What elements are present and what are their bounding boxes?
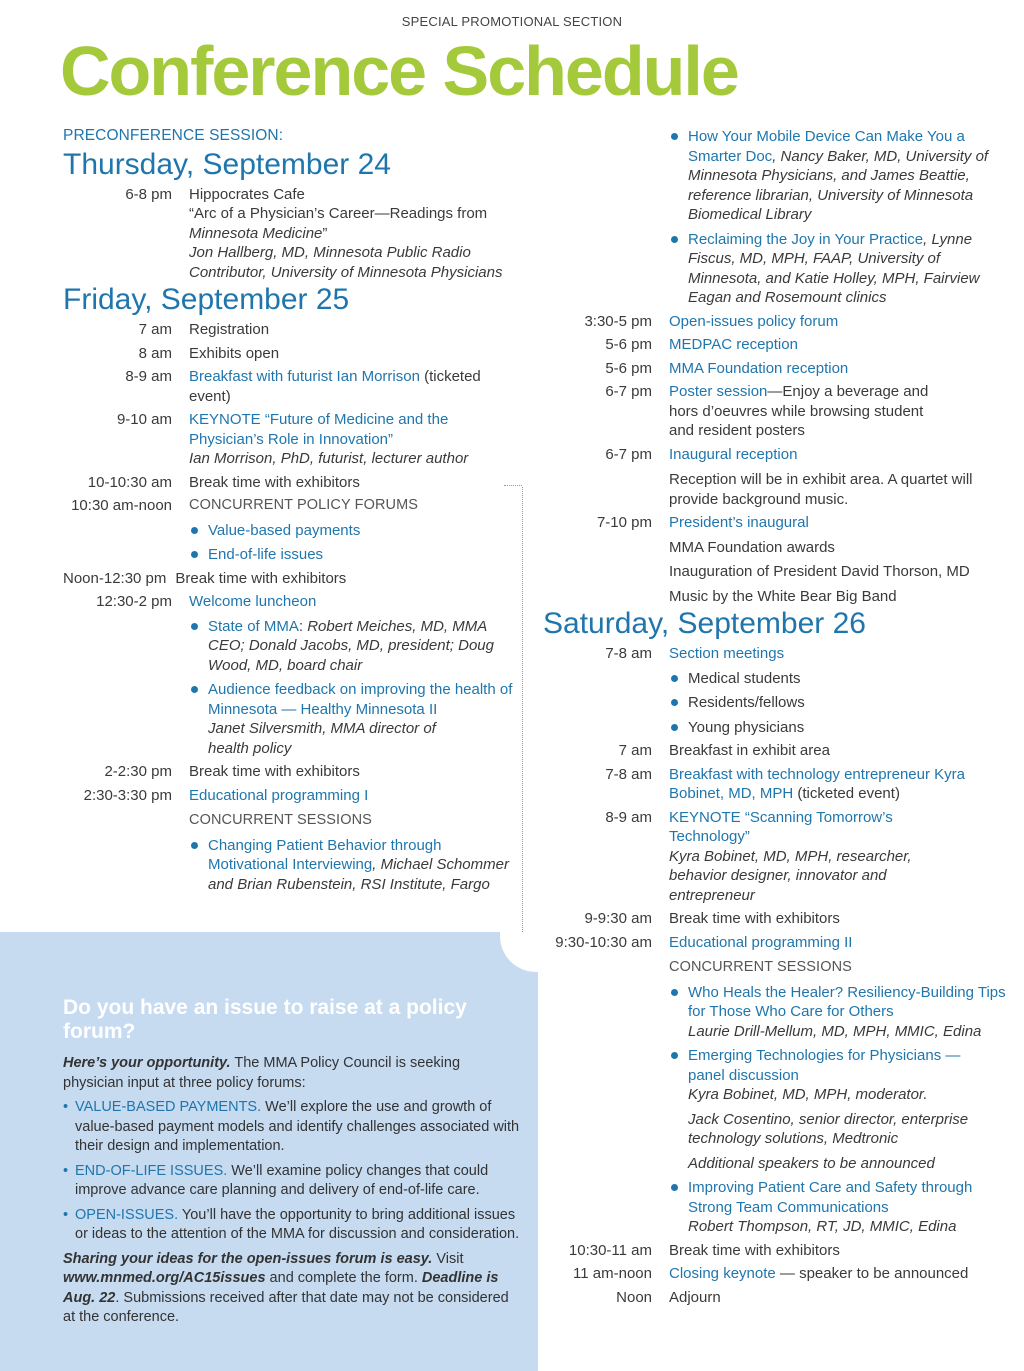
- schedule-row: [543, 359, 1013, 379]
- time-label: 6-7 pm: [605, 445, 652, 463]
- schedule-row: [63, 320, 513, 340]
- time-label: 6-7 pm: [605, 383, 652, 400]
- schedule-row: [63, 496, 513, 516]
- keynote-link[interactable]: KEYNOTE “Future of Medicine and the Physician’s Role in Innovation”: [189, 411, 449, 448]
- preconference-label: PRECONFERENCE SESSION:: [63, 127, 284, 144]
- callout-bullet: • OPEN-ISSUES. You’ll have the opportunity to bring additional issues or ideas to the attention of the MMA for discussion and consideration.: [63, 1206, 520, 1242]
- item-link[interactable]: Who Heals the Healer? Resiliency-Building Tips for Those Who Care for Others: [688, 983, 1006, 1020]
- event-desc: Closing keynote — speaker to be announced: [669, 1265, 969, 1282]
- schedule-row: [63, 592, 513, 612]
- event-desc: Breakfast with technology entrepreneur Kyra Bobinet, MD, MPH (ticketed event): [669, 765, 965, 802]
- flow-connector: [504, 485, 522, 486]
- event-desc: Breakfast with futurist Ian Morrison (ticketed event): [189, 368, 481, 405]
- schedule-row: [543, 741, 1013, 761]
- time-label: 5-6 pm: [605, 359, 652, 377]
- inaugural-details: [543, 538, 1013, 607]
- schedule-row: [543, 1264, 1013, 1284]
- event-desc: Exhibits open: [189, 344, 280, 362]
- time-label: 7-10 pm: [596, 514, 652, 531]
- schedule-row: [63, 762, 513, 782]
- event-link[interactable]: Poster session: [669, 383, 768, 400]
- schedule-row: [543, 1241, 1013, 1261]
- list-item: Improving Patient Care and Safety through Strong Team Communications Robert Thompson, RT, JD, MMIC, Edina: [669, 1178, 1013, 1237]
- event-people: Ian Morrison, PhD, futurist, lecturer author: [189, 450, 469, 467]
- schedule-row: [543, 445, 1013, 465]
- callout-bullet: • END-OF-LIFE ISSUES. We’ll examine policy changes that could improve advance care planning and delivery of end-of-life care.: [63, 1162, 489, 1198]
- promo-label: SPECIAL PROMOTIONAL SECTION: [401, 14, 623, 29]
- event-link[interactable]: MEDPAC reception: [669, 336, 798, 353]
- right-column: [543, 127, 1013, 1307]
- event-subtitle: “Arc of a Physician’s Career—Readings from Minnesota Medicine”: [189, 205, 488, 242]
- event-desc: Registration: [189, 321, 270, 338]
- item-link[interactable]: Emerging Technologies for Physicians — panel discussion: [688, 1047, 961, 1084]
- schedule-row: [63, 569, 513, 589]
- time-label: 11 am-noon: [573, 1265, 652, 1282]
- form-link[interactable]: www.mnmed.org/AC15issues: [63, 1270, 266, 1286]
- saturday-concurrent: [543, 958, 1013, 1237]
- time-label: 10:30-11 am: [568, 1241, 652, 1259]
- time-label: 2:30-3:30 pm: [83, 786, 172, 804]
- list-item: How Your Mobile Device Can Make You a Smarter Doc, Nancy Baker, MD, University of Minnesota Physicians, and James Beattie, reference librarian, University of Minnesota Biomedical Library: [669, 127, 1013, 225]
- event-desc: Breakfast in exhibit area: [669, 742, 830, 759]
- list-item: Emerging Technologies for Physicians — panel discussion Kyra Bobinet, MD, MPH, moderator. Jack Cosentino, senior director, enterprise technology solutions, Medtronic Additional speakers to be announced: [669, 1046, 1013, 1173]
- schedule-row: [543, 933, 1013, 953]
- section-label: CONCURRENT SESSIONS: [669, 959, 852, 975]
- list-item: Young physicians: [669, 718, 1013, 738]
- time-label: 7-8 am: [605, 765, 652, 783]
- friday-sessions-cont: [543, 127, 1013, 308]
- time-label: 8-9 am: [125, 368, 172, 385]
- item-link[interactable]: Reclaiming the Joy in Your Practice: [688, 230, 924, 248]
- section-label: CONCURRENT SESSIONS: [189, 812, 372, 828]
- event-people: Kyra Bobinet, MD, MPH, researcher, behavior designer, innovator and entrepreneur: [669, 847, 912, 904]
- event-link[interactable]: Educational programming II: [669, 933, 853, 951]
- event-desc: Break time with exhibitors: [189, 763, 360, 780]
- time-label: 10-10:30 am: [87, 473, 172, 491]
- time-label: 7 am: [618, 742, 652, 759]
- time-label: 6-8 pm: [125, 185, 172, 203]
- event-link[interactable]: Open-issues policy forum: [669, 312, 839, 330]
- schedule-row: [63, 473, 513, 493]
- time-label: 3:30-5 pm: [584, 312, 652, 330]
- time-label: 10:30 am-noon: [71, 497, 172, 514]
- callout-bullet: • VALUE-BASED PAYMENTS. We’ll explore the use and growth of value-based payment models and identify challenges associated with their design and implementation.: [63, 1099, 520, 1154]
- list-item: Reclaiming the Joy in Your Practice, Lynne Fiscus, MD, MPH, FAAP, University of Minnesota, and Katie Holley, MPH, Fairview Eagan and Rosemount clinics: [669, 230, 1013, 308]
- item-link[interactable]: Changing Patient Behavior through Motivational Interviewing: [208, 836, 442, 873]
- schedule-row: [543, 335, 1013, 355]
- event-title: Hippocrates Cafe: [189, 185, 305, 203]
- schedule-row: [543, 765, 1013, 804]
- schedule-row: [543, 644, 1013, 664]
- item-link[interactable]: Improving Patient Care and Safety through Strong Team Communications: [688, 1179, 973, 1216]
- event-link[interactable]: President’s inaugural: [669, 514, 809, 531]
- list-item: State of MMA: Robert Meiches, MD, MMA CEO; Donald Jacobs, MD, president; Doug Wood, MD, board chair: [189, 617, 513, 676]
- callout-content: [63, 996, 523, 1333]
- list-item[interactable]: End-of-life issues: [189, 545, 513, 565]
- detail-line: Music by the White Bear Big Band: [669, 587, 897, 605]
- time-label: 7 am: [138, 321, 172, 338]
- event-link[interactable]: Welcome luncheon: [189, 593, 317, 610]
- event-link[interactable]: Breakfast with technology entrepreneur Kyra Bobinet, MD, MPH: [669, 765, 965, 802]
- time-label: Noon: [616, 1288, 652, 1306]
- schedule-row: [543, 382, 1013, 441]
- list-item[interactable]: Value-based payments: [189, 521, 513, 541]
- event-link[interactable]: Section meetings: [669, 645, 785, 662]
- event-desc: [669, 808, 1013, 906]
- event-desc: [189, 410, 513, 469]
- schedule-row: [543, 513, 1013, 533]
- event-link[interactable]: Educational programming I: [189, 786, 369, 804]
- schedule-row: [63, 344, 513, 364]
- schedule-row: [543, 312, 1013, 332]
- event-link[interactable]: Inaugural reception: [669, 445, 798, 463]
- list-item: Who Heals the Healer? Resiliency-Building Tips for Those Who Care for Others Laurie Drill-Mellum, MD, MPH, MMIC, Edina: [669, 983, 1013, 1042]
- luncheon-list: [63, 617, 513, 759]
- time-label: 2-2:30 pm: [104, 763, 172, 780]
- concurrent-sessions: [63, 811, 513, 894]
- schedule-row: [63, 786, 513, 806]
- keynote-link[interactable]: KEYNOTE “Scanning Tomorrow’s Technology”: [669, 808, 893, 845]
- forum-list: [63, 521, 513, 565]
- item-link[interactable]: State of MMA: [208, 617, 299, 635]
- reception-note: Reception will be in exhibit area. A quartet will provide background music.: [669, 471, 973, 508]
- time-label: 12:30-2 pm: [96, 593, 172, 610]
- event-desc: Break time with exhibitors: [175, 569, 347, 587]
- time-label: 5-6 pm: [605, 336, 652, 353]
- event-desc: Break time with exhibitors: [189, 473, 360, 491]
- section-meetings-list: [543, 669, 1013, 738]
- callout-title: Do you have an issue to raise at a policy forum?: [63, 996, 467, 1043]
- schedule-row: [543, 808, 1013, 906]
- left-column: [63, 126, 513, 894]
- event-desc: Poster session—Enjoy a beverage and hors d’oeuvres while browsing student and resident posters: [669, 383, 929, 439]
- list-item: Medical students: [669, 669, 1013, 689]
- schedule-row: [63, 410, 513, 469]
- day-heading-friday: Friday, September 25: [63, 283, 350, 316]
- schedule-row: [63, 185, 513, 283]
- event-desc: Adjourn: [669, 1288, 721, 1306]
- event-desc: CONCURRENT POLICY FORUMS: [189, 497, 419, 513]
- time-label: 9-10 am: [116, 411, 172, 428]
- list-item: Audience feedback on improving the health of Minnesota — Healthy Minnesota II Janet Silversmith, MMA director of health policy: [189, 680, 513, 758]
- day-heading-saturday: Saturday, September 26: [543, 607, 866, 640]
- time-label: 8 am: [138, 344, 172, 362]
- item-link[interactable]: Audience feedback on improving the health of Minnesota — Healthy Minnesota II: [208, 681, 513, 718]
- schedule-row: [63, 367, 513, 406]
- list-item: Residents/fellows: [669, 693, 1013, 713]
- detail-line: Inauguration of President David Thorson, MD: [669, 563, 970, 580]
- time-label: 7-8 am: [605, 645, 652, 662]
- time-label: Noon-12:30 pm: [63, 569, 167, 587]
- item-link[interactable]: How Your Mobile Device Can Make You a Smarter Doc: [688, 128, 965, 165]
- day-heading-thursday: Thursday, September 24: [63, 147, 391, 181]
- callout-closing: Sharing your ideas for the open-issues forum is easy. Visit www.mnmed.org/AC15issues and complete the form. Deadline is Aug. 22. Submissions received after that date may not be considered at the conference.: [63, 1250, 509, 1325]
- event-link[interactable]: Breakfast with futurist Ian Morrison: [189, 368, 420, 385]
- event-link[interactable]: MMA Foundation reception: [669, 359, 849, 377]
- list-item: Changing Patient Behavior through Motivational Interviewing, Michael Schommer and Brian Rubenstein, RSI Institute, Fargo: [189, 836, 513, 895]
- schedule-row: [543, 909, 1013, 929]
- page-title: Conference Schedule: [60, 32, 738, 110]
- event-people: Jon Hallberg, MD, Minnesota Public Radio Contributor, University of Minnesota Physicians: [189, 244, 503, 281]
- schedule-row: [543, 1288, 1013, 1308]
- time-label: 9:30-10:30 am: [555, 933, 652, 951]
- event-link[interactable]: Closing keynote: [669, 1265, 776, 1282]
- event-desc: Break time with exhibitors: [669, 910, 840, 927]
- flow-connector: [522, 487, 523, 942]
- callout-intro: Here’s your opportunity. The MMA Policy Council is seeking physician input at three policy forums:: [63, 1055, 461, 1091]
- event-desc: [189, 185, 513, 283]
- time-label: 8-9 am: [605, 808, 652, 826]
- event-desc: Break time with exhibitors: [669, 1241, 840, 1259]
- detail-line: MMA Foundation awards: [669, 538, 835, 556]
- time-label: 9-9:30 am: [584, 910, 652, 927]
